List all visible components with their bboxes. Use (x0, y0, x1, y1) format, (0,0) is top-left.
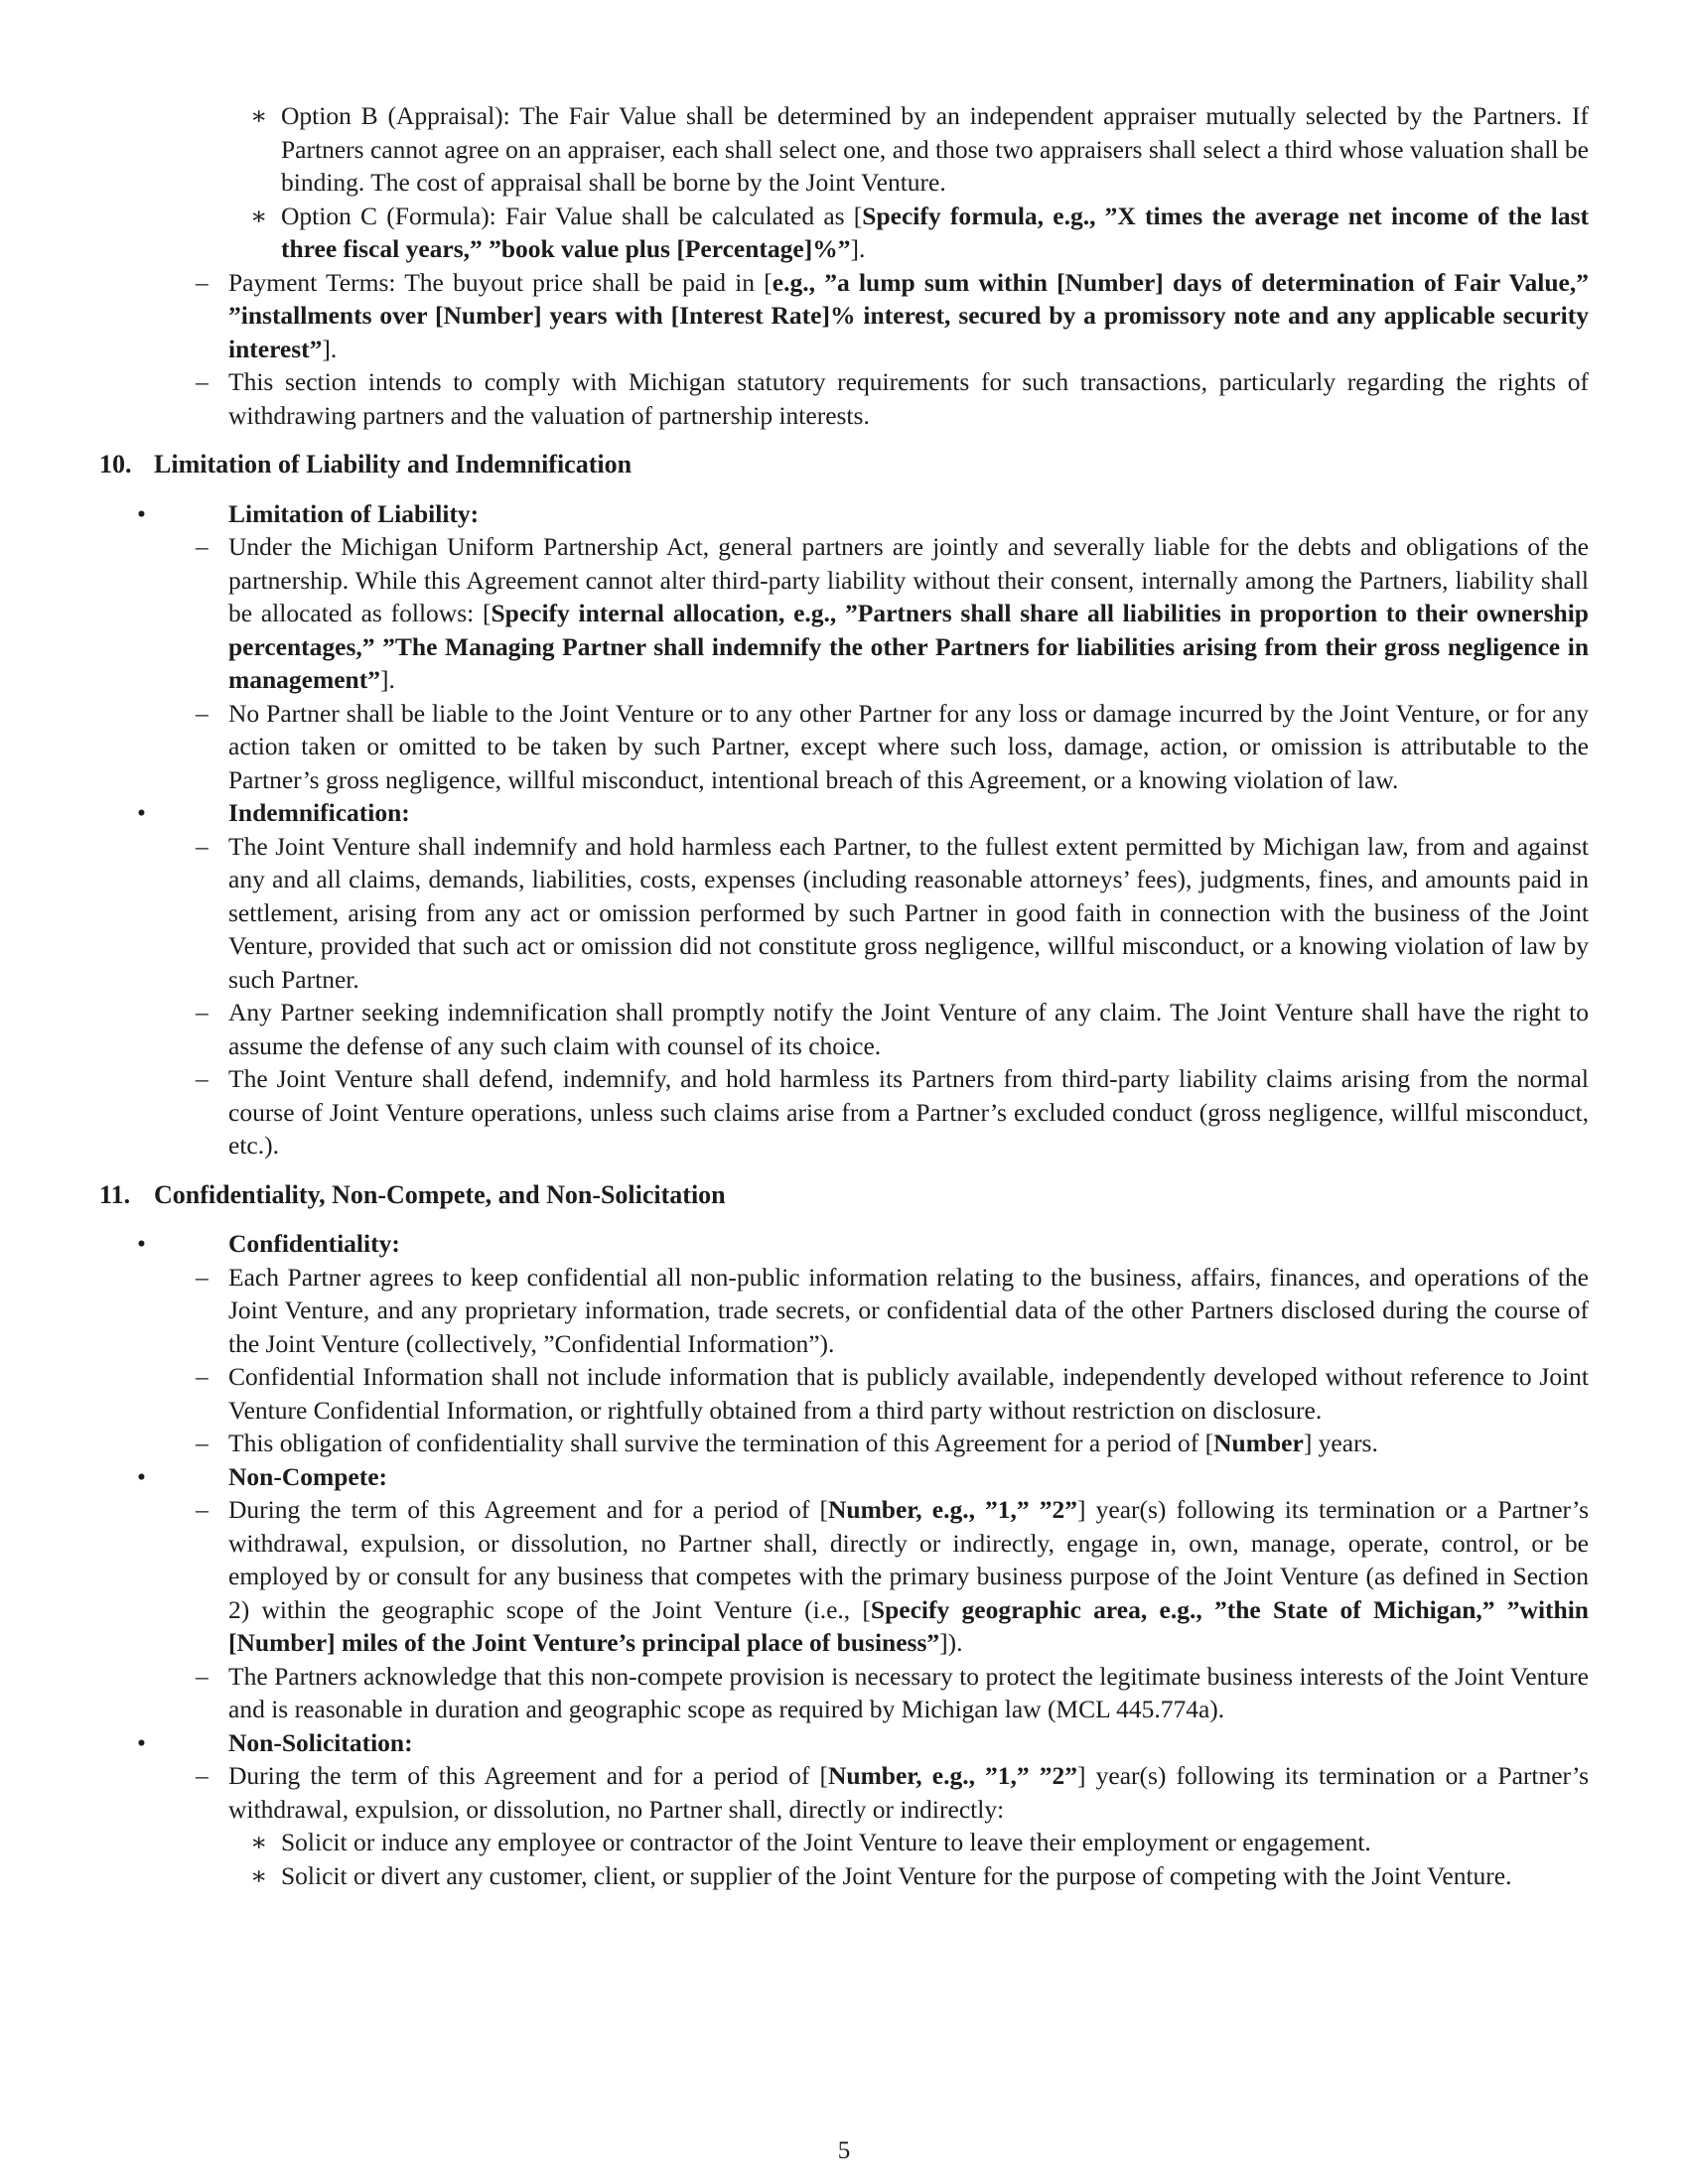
list-item-comply: – This section intends to comply with Michigan statutory requirements for such transactions, particularly regarding the rights of withdrawing partners and the valuation of partnership interests. (196, 367, 1589, 430)
dash-bullet-icon: – (196, 698, 209, 728)
dash-bullet-icon: – (196, 1262, 209, 1292)
section-11-heading (99, 1178, 1589, 1212)
section-10-heading (99, 448, 1589, 481)
star-bullet-icon: ∗ (250, 1860, 268, 1890)
section-title: Confidentiality, Non-Compete, and Non-Solicitation (154, 1179, 726, 1209)
dot-bullet-icon: • (137, 1727, 146, 1757)
section-number: 10. (99, 450, 132, 478)
dash-bullet-icon: – (196, 1661, 209, 1691)
list-item-payment-terms: – Payment Terms: The buyout price shall be paid in [e.g., ”a lump sum within [Number] days of determination of Fair Value,” ”installments over [Number] years with [Interest Rate]% interest, secured by a promissory note and any applicable security interest”]. (196, 267, 1589, 363)
list-item-nc-2: – The Partners acknowledge that this non-compete provision is necessary to protect the legitimate business interests of the Joint Venture and is reasonable in duration and geographic scope as required by Michigan law (MCL 445.774a). (196, 1661, 1589, 1723)
list-item-non-solicitation: • Non-Solicitation: (99, 1726, 1589, 1760)
page-number: 5 (837, 2137, 851, 2164)
dash-bullet-icon: – (196, 1761, 209, 1790)
dash-bullet-icon: – (196, 532, 209, 561)
star-bullet-icon: ∗ (250, 1828, 268, 1856)
list-item-limitation-of-liability: • Limitation of Liability: (99, 497, 1589, 531)
list-item-conf-3: – This obligation of confidentiality shall survive the termination of this Agreement for a period of [Number] years. (99, 1427, 1589, 1460)
dash-bullet-icon: – (196, 267, 209, 297)
list-item-ind-1: – The Joint Venture shall indemnify and hold harmless each Partner, to the fullest extent permitted by Michigan law, from and against any and all claims, demands, liabilities, costs, expenses (including reasonable attorneys’ fees), judgments, fines, and amounts paid in settlement, arising from any act or omission performed by such Partner in good faith in connection with the business of the Joint Venture, provided that such act or omission did not constitute gross negligence, willful misconduct, or a knowing violation of law by such Partner. (196, 831, 1589, 994)
dash-bullet-icon: – (196, 1495, 209, 1524)
dash-bullet-icon: – (196, 1362, 209, 1391)
list-item-nc-1: – During the term of this Agreement and for a period of [Number, e.g., ”1,” ”2”] year(s) following its termination or a Partner’s withdrawal, expulsion, or dissolution, no Partner shall, directly or indirectly, engage in, own, manage, operate, control, or be employed by or consult for any business that competes with the primary business purpose of the Joint Venture (as defined in Section 2) within the geographic scope of the Joint Venture (i.e., [Specify geographic area, e.g., ”the State of Michigan,” ”within [Number] miles of the Joint Venture’s principal place of business”]). (196, 1495, 1589, 1657)
list-item-lol-1: – Under the Michigan Uniform Partnership Act, general partners are jointly and severally liable for the debts and obligations of the partnership. While this Agreement cannot alter third-party liability without their consent, internally among the Partners, liability shall be allocated as follows: [Specify internal allocation, e.g., ”Partners shall share all liabilities in proportion to their ownership percentages,” ”The Managing Partner shall indemnify the other Partners for liabilities arising from their gross negligence in management”]. (196, 532, 1589, 694)
star-bullet-icon: ∗ (250, 201, 268, 230)
list-item-ind-3: – The Joint Venture shall defend, indemnify, and hold harmless its Partners from third-party liability claims arising from the normal course of Joint Venture operations, unless such claims arise from a Partner’s excluded conduct (gross negligence, willful misconduct, etc.). (196, 1064, 1589, 1160)
dot-bullet-icon: • (137, 1229, 146, 1258)
list-item-indemnification: • Indemnification: (99, 796, 1589, 830)
list-item-ind-2: – Any Partner seeking indemnification shall promptly notify the Joint Venture of any claim. The Joint Venture shall have the right to assume the defense of any such claim with counsel of its choice. (196, 998, 1589, 1060)
dot-bullet-icon: • (137, 1461, 146, 1491)
document-body (99, 99, 1589, 1892)
dash-bullet-icon: – (196, 998, 209, 1026)
list-item-lol-2: – No Partner shall be liable to the Joint Venture or to any other Partner for any loss or damage incurred by the Joint Venture, or for any action taken or omitted to be taken by such Partner, except where such loss, damage, action, or omission is attributable to the Partner’s gross negligence, willful misconduct, intentional breach of this Agreement, or a knowing violation of law. (196, 698, 1589, 794)
list-item-conf-1: – Each Partner agrees to keep confidential all non-public information relating to the business, affairs, finances, and operations of the Joint Venture, and any proprietary information, trade secrets, or confidential data of the other Partners disclosed during the course of the Joint Venture (collectively, ”Confidential Information”). (196, 1262, 1589, 1358)
list-item-non-compete: • Non-Compete: (99, 1460, 1589, 1494)
list-item-option-b: ∗ Option B (Appraisal): The Fair Value shall be determined by an independent appraiser mutually selected by the Partners. If Partners cannot agree on an appraiser, each shall select one, and those two appraisers shall select a third whose valuation shall be binding. The cost of appraisal shall be borne by the Joint Venture. (250, 101, 1589, 197)
dash-bullet-icon: – (196, 1064, 209, 1093)
list-item-ns-1: – During the term of this Agreement and for a period of [Number, e.g., ”1,” ”2”] year(s) following its termination or a Partner’s withdrawal, expulsion, or dissolution, no Partner shall, directly or indirectly: (196, 1761, 1589, 1824)
list-item-ns-sub-2: ∗ Solicit or divert any customer, client, or supplier of the Joint Venture for the purpose of competing with the Joint Venture. (99, 1859, 1589, 1893)
dash-bullet-icon: – (196, 1429, 209, 1457)
dash-bullet-icon: – (196, 367, 209, 396)
dot-bullet-icon: • (137, 498, 146, 528)
section-title: Limitation of Liability and Indemnification (154, 450, 633, 478)
list-item-confidentiality: • Confidentiality: (99, 1227, 1589, 1261)
list-item-option-c: ∗ Option C (Formula): Fair Value shall be calculated as [Specify formula, e.g., ”X times the average net income of the last three fiscal years,” ”book value plus [Percentage]%”]. (250, 201, 1589, 263)
star-bullet-icon: ∗ (250, 101, 268, 130)
dash-bullet-icon: – (196, 831, 209, 861)
dot-bullet-icon: • (137, 798, 146, 827)
section-number: 11. (99, 1179, 131, 1209)
list-item-conf-2: – Confidential Information shall not include information that is publicly available, independently developed without reference to Joint Venture Confidential Information, or rightfully obtained from a third party without restriction on disclosure. (196, 1362, 1589, 1425)
list-item-ns-sub-1: ∗ Solicit or induce any employee or contractor of the Joint Venture to leave their employment or engagement. (99, 1826, 1589, 1859)
